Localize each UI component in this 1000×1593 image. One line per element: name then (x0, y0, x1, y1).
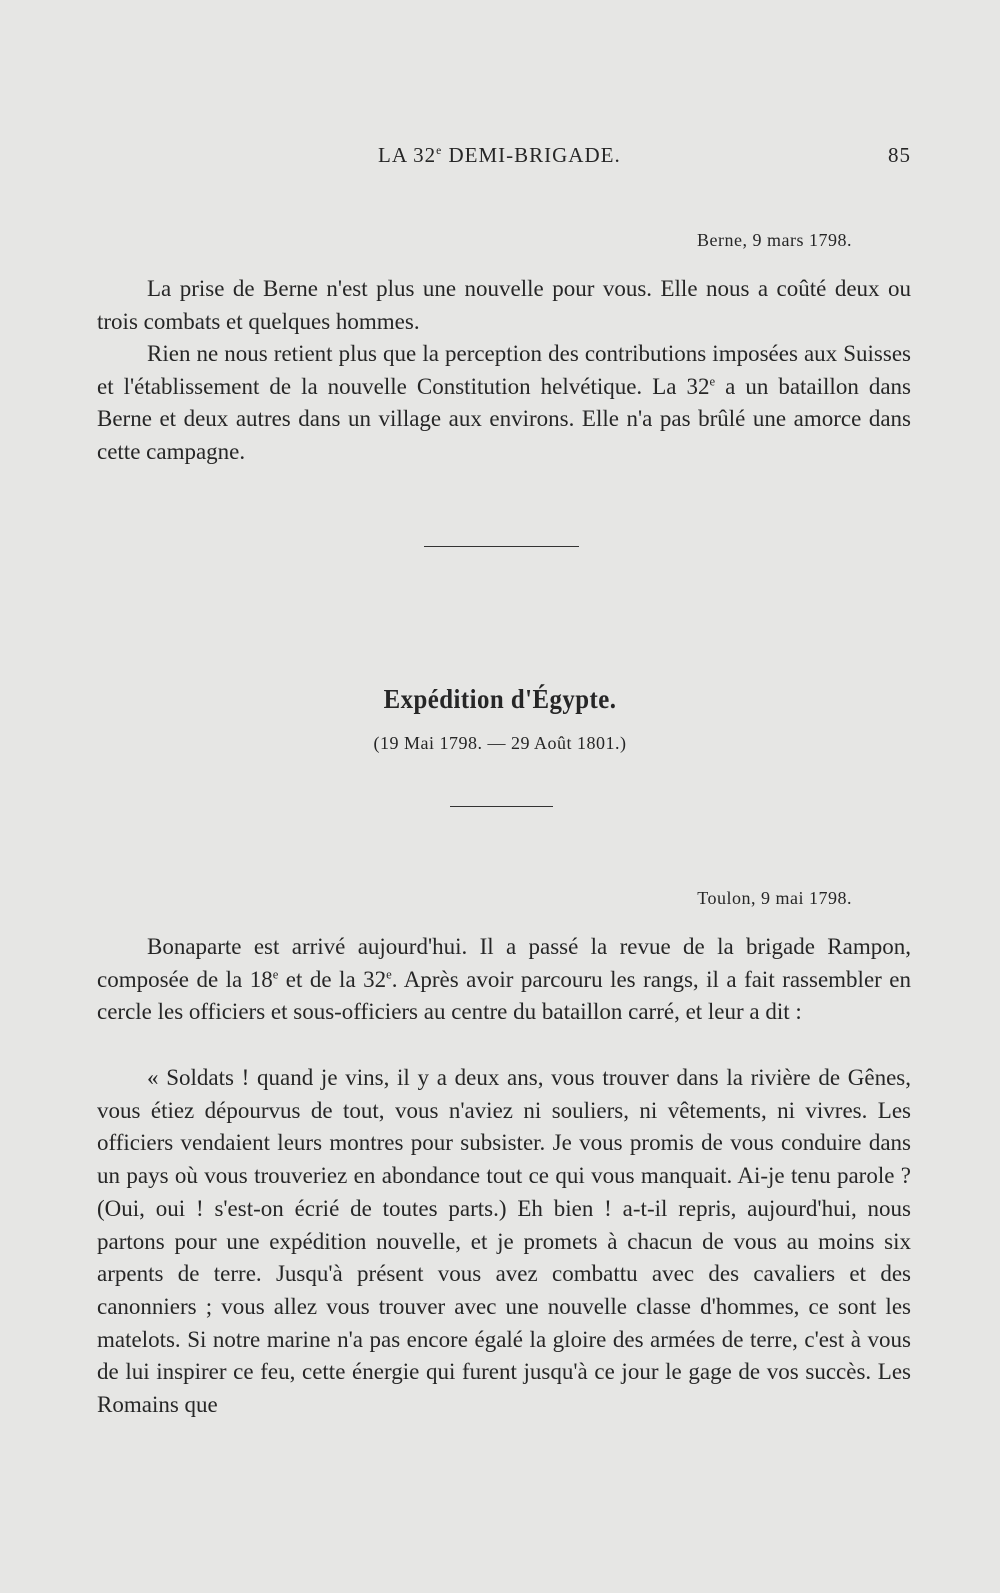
paragraph-toulon-1 (97, 931, 911, 1029)
paragraph-berne-2-text-b: a un bataillon dans Berne et deux autres dans un village aux environs. Elle n'a pas brûlé une amorce dans cette campagne. (97, 373, 911, 465)
superscript: e (386, 967, 392, 982)
running-title-text: LA 32 (378, 143, 437, 167)
separator-rule-short (450, 806, 553, 807)
running-title (378, 143, 621, 168)
page-number: 85 (888, 143, 911, 167)
paragraph-toulon-2 (97, 1062, 911, 1422)
paragraph-toulon-1-text-a: Bonaparte est arrivé aujourd'hui. Il a passé la revue de la brigade Rampon, composée de la 18 (97, 934, 911, 992)
running-title-rest: DEMI-BRIGADE. (442, 143, 621, 167)
paragraph-toulon-2-text: « Soldats ! quand je vins, il y a deux ans, vous trouver dans la rivière de Gênes, vous étiez dépourvus de tout, vous n'aviez ni souliers, ni vêtements, ni vivres. Les officiers vendaient leurs montres pour subsister. Je vous promis de vous conduire dans un pays où vous trouveriez en abondance tout ce qui vous manquait. Ai-je tenu parole ? (Oui, oui ! s'est-on écrié de toutes parts.) Eh bien ! a-t-il repris, aujourd'hui, nous partons pour une expédition nouvelle, et je promets à chacun de vous au moins six arpents de terre. Jusqu'à présent vous avez combattu avec des cavaliers et des canonniers ; vous allez vous trouver avec une nouvelle classe d'hommes, ce sont les matelots. Si notre marine n'a pas encore égalé la gloire des armées de terre, c'est à vous de lui inspirer ce feu, cette énergie qui furent jusqu'à ce jour le gage de vos succès. Les Romains que (97, 1065, 911, 1418)
running-header (95, 143, 911, 173)
paragraph-berne-2-text-a: Rien ne nous retient plus que la perception des contributions imposées aux Suisses et l'établissement de la nouvelle Constitution helvétique. La 32 (97, 341, 911, 399)
dateline-toulon: Toulon, 9 mai 1798. (697, 888, 852, 908)
paragraph-toulon-1-text-b: et de la 32 (278, 966, 387, 992)
section-dates: (19 Mai 1798. — 29 Août 1801.) (373, 733, 627, 753)
paragraph-toulon-1-text-c: . Après avoir parcouru les rangs, il a fait rassembler en cercle les officiers et sous-officiers au centre du bataillon carré, et leur a dit : (97, 966, 911, 1025)
separator-rule (424, 546, 579, 547)
running-title-sup: e (436, 145, 443, 157)
paragraph-berne-1-text: La prise de Berne n'est plus une nouvelle pour vous. Elle nous a coûté deux ou trois combats et quelques hommes. (97, 276, 911, 334)
paragraph-berne-1 (97, 273, 911, 338)
superscript: e (272, 967, 279, 982)
dateline-berne: Berne, 9 mars 1798. (697, 230, 852, 250)
superscript: e (709, 374, 716, 389)
section-title: Expédition d'Égypte. (383, 684, 617, 714)
paragraph-berne-2 (97, 338, 911, 469)
